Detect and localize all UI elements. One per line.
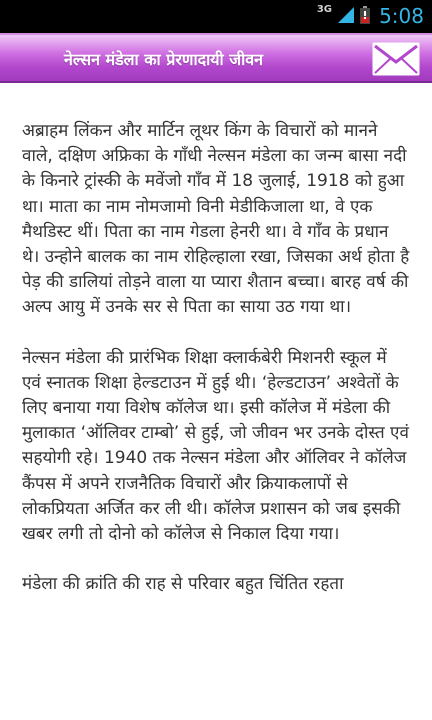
article-content[interactable]: [0, 83, 432, 720]
article-paragraph-1: अब्राहम लिंकन और मार्टिन लूथर किंग के विचारों को मानने वाले, दक्षिण अफ्रिका के गाँधी नेल्सन मंडेला का जन्म बासा नदी के किनारे ट्रांस्की के मवेंजो गाँव में 18 जुलाई, 1918 को हुआ था। माता का नाम नोमजामो विनी मेडीकिजाला था, वे एक मैथडिस्ट थीं। पिता का नाम गेडला हेनरी था। वे गाँव के प्रधान थे। उन्होने बालक का नाम रोहिल्हाला रखा, जिसका अर्थ होता है पेड़ की डालियां तोड़ने वाला या प्यारा शैतान बच्चा। बारह वर्ष की अल्प आयु में उनके सर से पिता का साया उठ गया था।: [22, 121, 410, 318]
action-bar: [0, 33, 432, 83]
signal-icon: [338, 7, 354, 23]
article-paragraph-3: मंडेला की क्रांति की राह से परिवार बहुत चिंतित रहता: [22, 574, 344, 595]
clock: 5:08: [379, 4, 424, 28]
mail-share-button[interactable]: [372, 41, 420, 77]
network-type: 3G: [316, 4, 332, 15]
article-paragraph-2: नेल्सन मंडेला की प्रारंभिक शिक्षा क्लार्कबेरी मिशनरी स्कूल में एवं स्नातक शिक्षा हेल्डटाउन में हुई थी। ‘हेल्डटाउन’ अश्वेतों के लिए बनाया गया विशेष कॉलेज था। इसी कॉलेज में मंडेला की मुलाकात ‘ऑलिवर टाम्बो’ से हुई, जो जीवन भर उनके दोस्त एवं सहयोगी रहे। 1940 तक नेल्सन मंडेला और ऑलिवर ने कॉलेज कैंपस में अपने राजनैतिक विचारों और क्रियाकलापों से लोकप्रियता अर्जित कर ली थी। कॉलेज प्रशासन को जब इसकी खबर लगी तो दोनो को कॉलेज से निकाल दिया गया।: [22, 347, 409, 545]
status-icons: [317, 6, 370, 24]
status-bar: [0, 0, 432, 33]
page-title: नेल्सन मंडेला का प्रेरणादायी जीवन: [64, 50, 264, 69]
battery-icon: [360, 6, 370, 24]
mail-envelope-icon: [372, 41, 420, 77]
